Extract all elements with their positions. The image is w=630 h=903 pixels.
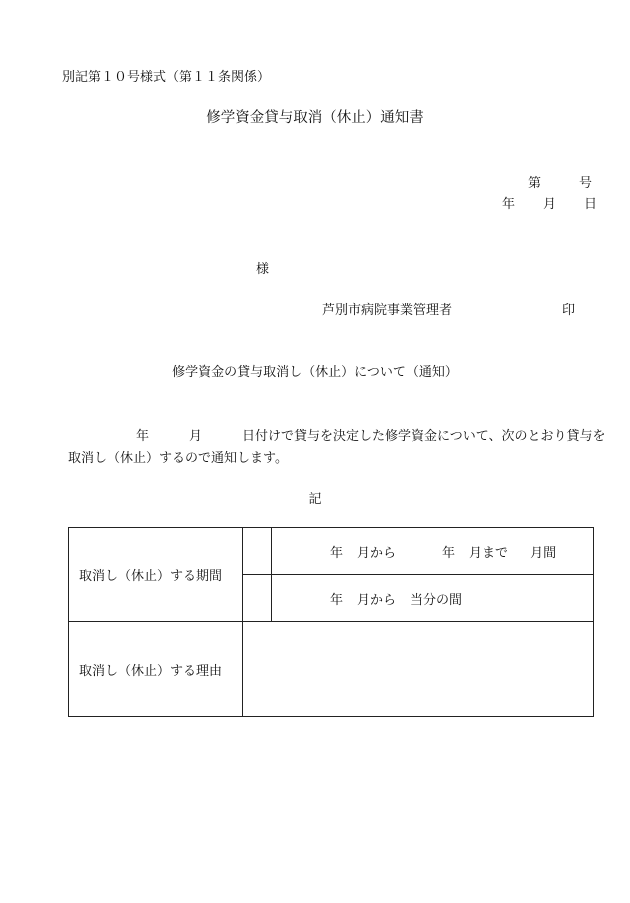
- period1-months: 月間: [530, 545, 557, 561]
- form-number: 別記第１０号様式（第１１条関係）: [62, 70, 271, 85]
- period2-note: 当分の間: [410, 592, 463, 608]
- period-label: 取消し（休止）する期間: [69, 528, 243, 622]
- reason-field[interactable]: [243, 622, 594, 717]
- doc-number-dai: 第: [528, 176, 542, 191]
- period2-month-from: 月から: [357, 592, 397, 608]
- date-month: 月: [543, 197, 557, 212]
- record-table: [68, 527, 594, 717]
- date-year: 年: [502, 197, 516, 212]
- body-line-1: [136, 425, 606, 444]
- period-range-cell[interactable]: [272, 528, 594, 575]
- period2-year: 年: [330, 592, 344, 608]
- period1-month-from: 月から: [357, 545, 397, 561]
- issue-date: [502, 193, 597, 212]
- body-month: 月: [189, 429, 203, 444]
- issuer-name: 芦別市病院事業管理者: [322, 303, 453, 318]
- body-year: 年: [136, 429, 150, 444]
- period-indefinite-cell[interactable]: [272, 575, 594, 622]
- document-number: [528, 172, 592, 191]
- doc-number-go: 号: [579, 176, 593, 191]
- period1-year: 年: [330, 545, 344, 561]
- body-line-2: 取消し（休止）するので通知します。: [68, 451, 288, 466]
- addressee-suffix: 様: [256, 262, 270, 277]
- period1-year-to: 年: [442, 545, 456, 561]
- ki-heading: 記: [308, 492, 322, 507]
- subject-line: 修学資金の貸与取消し（休止）について（通知）: [172, 365, 458, 380]
- date-day: 日: [584, 197, 598, 212]
- document-title: 修学資金貸与取消（休止）通知書: [206, 110, 424, 126]
- reason-label: 取消し（休止）する理由: [69, 622, 243, 717]
- period1-month-to: 月まで: [469, 545, 509, 561]
- seal-mark: 印: [562, 303, 576, 318]
- body-line1-rest: 日付けで貸与を決定した修学資金について、次のとおり貸与を: [242, 429, 606, 444]
- period-checkbox-2[interactable]: [243, 575, 272, 622]
- period-checkbox-1[interactable]: [243, 528, 272, 575]
